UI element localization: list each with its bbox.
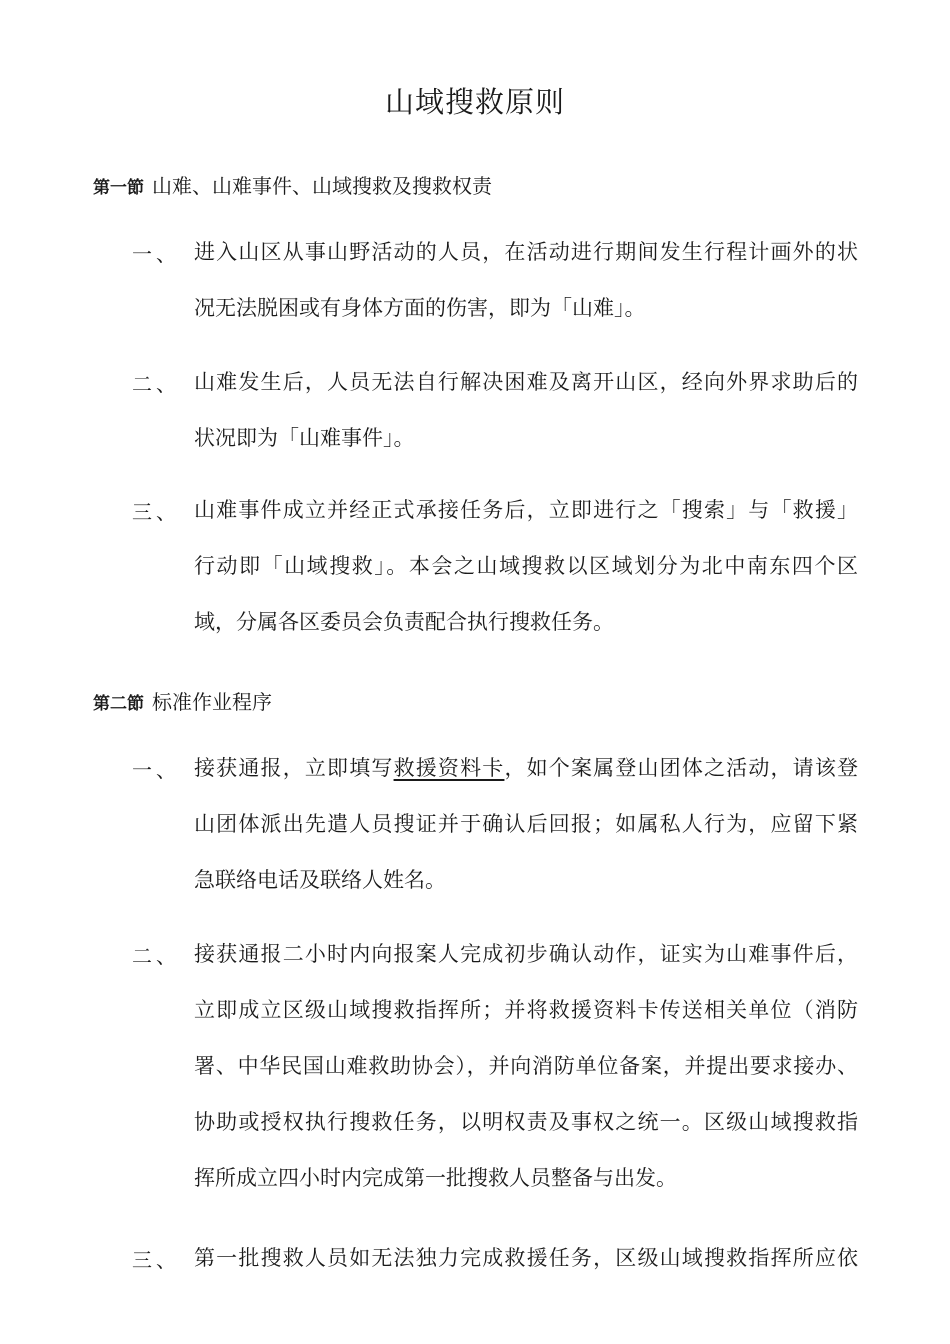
item-text-line: 协助或授权执行搜救任务，以明权责及事权之统一。区级山域搜救指 [194, 1110, 858, 1134]
item-number: 三、 [132, 500, 180, 524]
item-text-line: 挥所成立四小时内完成第一批搜救人员整备与出发。 [194, 1166, 677, 1190]
item-text-line: 域，分属各区委员会负责配合执行搜救任务。 [194, 610, 614, 634]
item-number: 一、 [132, 758, 180, 782]
document-title: 山域搜救原则 [384, 85, 565, 119]
item-text-line: 状况即为「山难事件」。 [194, 426, 415, 450]
item-text-line: 进入山区从事山野活动的人员，在活动进行期间发生行程计画外的状 [194, 240, 858, 264]
item-number: 三、 [132, 1248, 180, 1272]
item-text-segment: 接获通报，立即填写 [194, 756, 394, 780]
section-1-heading [93, 170, 492, 199]
section-1-title: 山难、山难事件、山域搜救及搜救权责 [152, 174, 492, 198]
item-text-segment: ，如个案属登山团体之活动，请该登 [504, 756, 859, 780]
section-2-number: 第二節 [93, 694, 144, 714]
rescue-data-card-link: 救援资料卡 [393, 756, 505, 780]
item-text-line: 立即成立区级山域搜救指挥所；并将救援资料卡传送相关单位（消防 [194, 998, 858, 1022]
item-text-line: 急联络电话及联络人姓名。 [194, 868, 446, 892]
item-text-line: 行动即「山域搜救」。本会之山域搜救以区域划分为北中南东四个区 [194, 554, 858, 578]
section-2-heading [93, 686, 272, 715]
section-2-title: 标准作业程序 [152, 690, 272, 714]
item-text-line: 况无法脱困或有身体方面的伤害，即为「山难」。 [194, 296, 646, 320]
item-text-line: 山团体派出先遣人员搜证并于确认后回报；如属私人行为，应留下紧 [194, 812, 858, 836]
item-text-line: 山难事件成立并经正式承接任务后，立即进行之「搜索」与「救援」 [194, 498, 858, 522]
item-text-line: 署、中华民国山难救助协会），并向消防单位备案，并提出要求接办、 [194, 1054, 858, 1078]
item-number: 二、 [132, 372, 180, 396]
item-number: 二、 [132, 944, 180, 968]
section-1-number: 第一節 [93, 178, 144, 198]
item-text-line [194, 753, 858, 783]
item-text-line: 山难发生后，人员无法自行解决困难及离开山区，经向外界求助后的 [194, 370, 858, 394]
item-number: 一、 [132, 242, 180, 266]
item-text-line: 接获通报二小时内向报案人完成初步确认动作，证实为山难事件后， [194, 942, 858, 966]
item-text-line: 第一批搜救人员如无法独力完成救援任务，区级山域搜救指挥所应依 [194, 1246, 858, 1270]
